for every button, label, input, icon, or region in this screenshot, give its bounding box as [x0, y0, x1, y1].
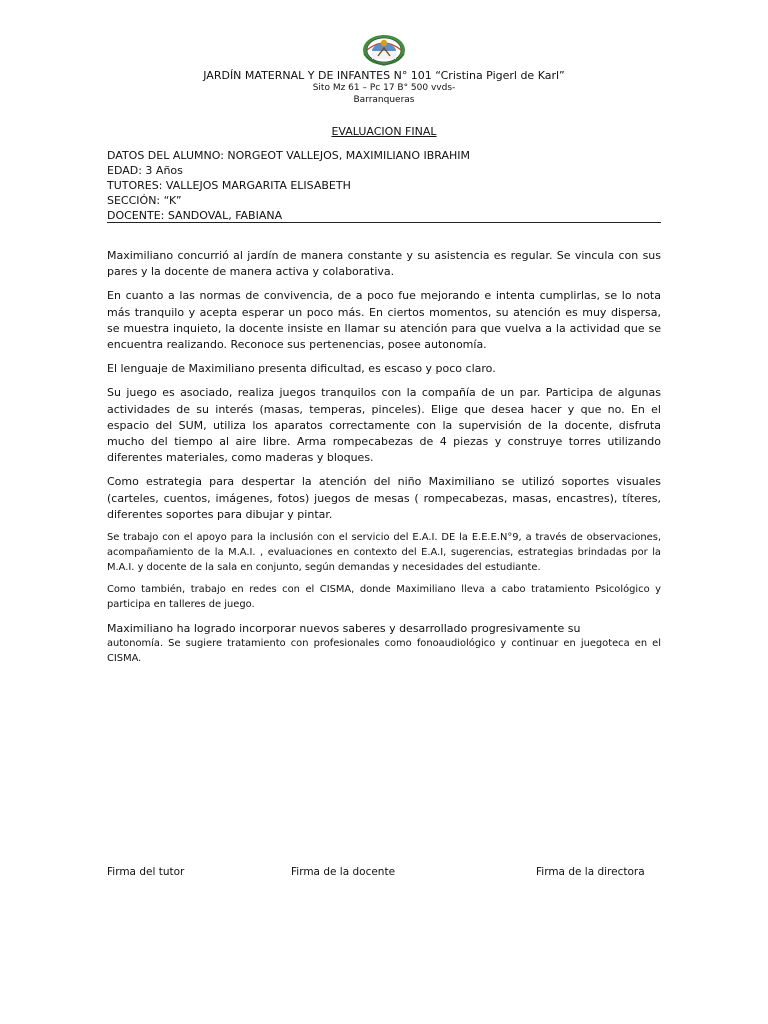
paragraph-strategy: Como estrategia para despertar la atención del niño Maximiliano se utilizó soportes visuales (carteles, cuentos, imágenes, fotos) juegos de mesas ( rompecabezas, masas, encastres), títeres, diferentes soportes para dibujar y pintar. — [107, 475, 661, 521]
paragraph-cisma: Como también, trabajo en redes con el CISMA, donde Maximiliano lleva a cabo tratamiento Psicológico y participa en talleres de juego. — [107, 584, 661, 611]
paragraph-norms: En cuanto a las normas de convivencia, de a poco fue mejorando e intenta cumplirlas, se lo nota más tranquilo y acepta esperar un poco más. En ciertos momentos, su atención es muy dispersa, se muestra inquieto, la docente insiste en llamar su atención para que vuelva a la actividad que se encuentra realizando. Reconoce sus pertenencias, posee autonomía. — [107, 289, 661, 352]
paragraph-inclusion: Se trabajo con el apoyo para la inclusión con el servicio del E.A.I. DE la E.E.E.N°9, a través de observaciones, acompañamiento de la M.A.I. , evaluaciones en contexto del E.A.I, sugerencias, estrategias brindadas por la M.A.I. y docente de la sala en conjunto, según demandas y necesidades del estudiante. — [107, 532, 661, 573]
paragraph-play: Su juego es asociado, realiza juegos tranquilos con la compañía de un par. Participa de algunas actividades de su interés (masas, temperas, pinceles). Elige que desea hacer y que no. En el espacio del SUM, utiliza los aparatos correctamente con la supervisión de la docente, disfruta mucho del tiempo al aire libre. Arma rompecabezas de 4 piezas y construye torres utilizando diferentes materiales, como maderas y bloques. — [107, 386, 661, 465]
student-teacher-line: DOCENTE: SANDOVAL, FABIANA — [107, 209, 283, 222]
student-name-line: DATOS DEL ALUMNO: NORGEOT VALLEJOS, MAXIMILIANO IBRAHIM — [107, 149, 471, 162]
signature-director: Firma de la directora — [536, 866, 645, 878]
student-info-block — [107, 148, 661, 223]
student-section-line: SECCIÓN: “K” — [107, 194, 182, 207]
signature-tutor: Firma del tutor — [107, 866, 185, 878]
closing-line2: autonomía. Se sugiere tratamiento con profesionales como fonoaudiológico y continuar en juegoteca en el CISMA. — [107, 638, 661, 665]
info-divider — [107, 222, 661, 223]
closing-line1: Maximiliano ha logrado incorporar nuevos saberes y desarrollado progresivamente su — [107, 622, 581, 636]
signature-teacher: Firma de la docente — [291, 866, 396, 878]
student-tutors-line: TUTORES: VALLEJOS MARGARITA ELISABETH — [107, 179, 351, 192]
paragraph-attendance: Maximiliano concurrió al jardín de manera constante y su asistencia es regular. Se vincula con sus pares y la docente de manera activa y colaborativa. — [107, 249, 661, 279]
paragraph-closing — [107, 621, 661, 667]
school-address-line2: Barranqueras — [353, 95, 415, 105]
document-title: EVALUACION FINAL — [331, 125, 437, 138]
paragraph-language: El lenguaje de Maximiliano presenta dificultad, es escaso y poco claro. — [107, 362, 496, 376]
school-address-line1: Sito Mz 61 – Pc 17 B° 500 vvds- — [312, 83, 456, 93]
evaluation-body — [107, 248, 661, 675]
school-name: JARDÍN MATERNAL Y DE INFANTES N° 101 “Cristina Pigerl de Karl” — [203, 69, 565, 82]
province-seal-icon — [362, 34, 406, 66]
student-age-line: EDAD: 3 Años — [107, 164, 183, 177]
